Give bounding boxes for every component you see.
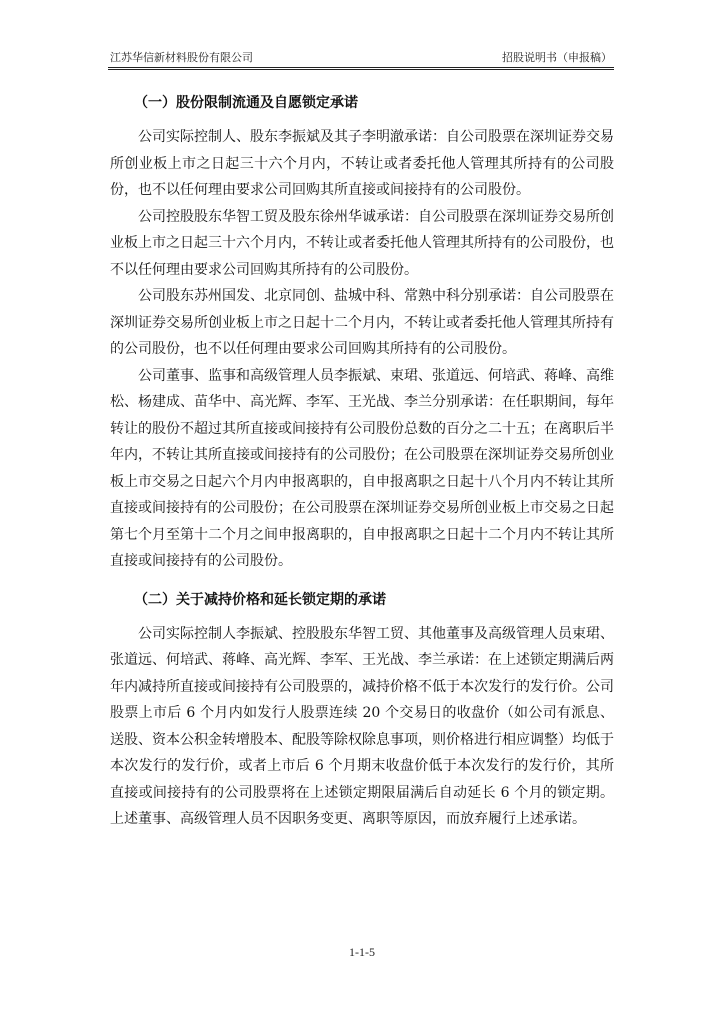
header-rule <box>108 67 614 68</box>
page-number: 1-1-5 <box>349 945 375 959</box>
paragraph: 公司股东苏州国发、北京同创、盐城中科、常熟中科分别承诺：自公司股票在深圳证券交易所创业板上市之日起十二个月内，不转让或者委托他人管理其所持有的公司股份，也不以任何理由要求公司回购其所持有的公司股份。 <box>110 288 614 357</box>
page-header <box>108 47 614 67</box>
section-heading-2: （二）关于减持价格和延长锁定期的承诺 <box>134 591 386 608</box>
paragraph: 公司董事、监事和高级管理人员李振斌、束珺、张道远、何培武、蒋峰、高维松、杨建成、苗华中、高光辉、李军、王光战、李兰分别承诺：在任职期间，每年转让的股份不超过其所直接或间接持有公司股份总数的百分之二十五；在离职后半年内，不转让其所直接或间接持有的公司股份；在公司股票在深圳证券交易所创业板上市交易之日起六个月内申报离职的，自申报离职之日起十八个月内不转让其所直接或间接持有的公司股份；在公司股票在深圳证券交易所创业板上市交易之日起第七个月至第十二个月之间申报离职的，自申报离职之日起十二个月内不转让其所直接或间接持有的公司股份。 <box>110 367 614 569</box>
document-body <box>110 88 614 833</box>
paragraph: 公司控股股东华智工贸及股东徐州华诚承诺：自公司股票在深圳证券交易所创业板上市之日起三十六个月内，不转让或者委托他人管理其所持有的公司股份，也不以任何理由要求公司回购其所持有的公司股份。 <box>110 208 614 278</box>
paragraph: 公司实际控制人、股东李振斌及其子李明澈承诺：自公司股票在深圳证券交易所创业板上市之日起三十六个月内，不转让或者委托他人管理其所持有的公司股份，也不以任何理由要求公司回购其所直接或间接持有的公司股份。 <box>110 129 614 198</box>
header-rule-thin <box>108 69 614 70</box>
company-name: 江苏华信新材料股份有限公司 <box>110 51 253 64</box>
document-title: 招股说明书（申报稿） <box>502 51 612 64</box>
section-heading-1: （一）股份限制流通及自愿锁定承诺 <box>134 95 358 111</box>
paragraph: 公司实际控制人李振斌、控股股东华智工贸、其他董事及高级管理人员束珺、张道远、何培武、蒋峰、高光辉、李军、王光战、李兰承诺：在上述锁定期满后两年内减持所直接或间接持有公司股票的，减持价格不低于本次发行的发行价。公司股票上市后 6 个月内如发行人股票连续 20 个交易日的收盘价（如公司有派息、送股、资本公积金转增股本、配股等除权除息事项，则价格进行相应调整）均低于本次发行的发行价，或者上市后 6 个月期末收盘价低于本次发行的发行价，其所直接或间接持有的公司股票将在上述锁定期限届满后自动延长 6 个月的锁定期。上述董事、高级管理人员不因职务变更、离职等原因，而放弃履行上述承诺。 <box>110 625 614 827</box>
